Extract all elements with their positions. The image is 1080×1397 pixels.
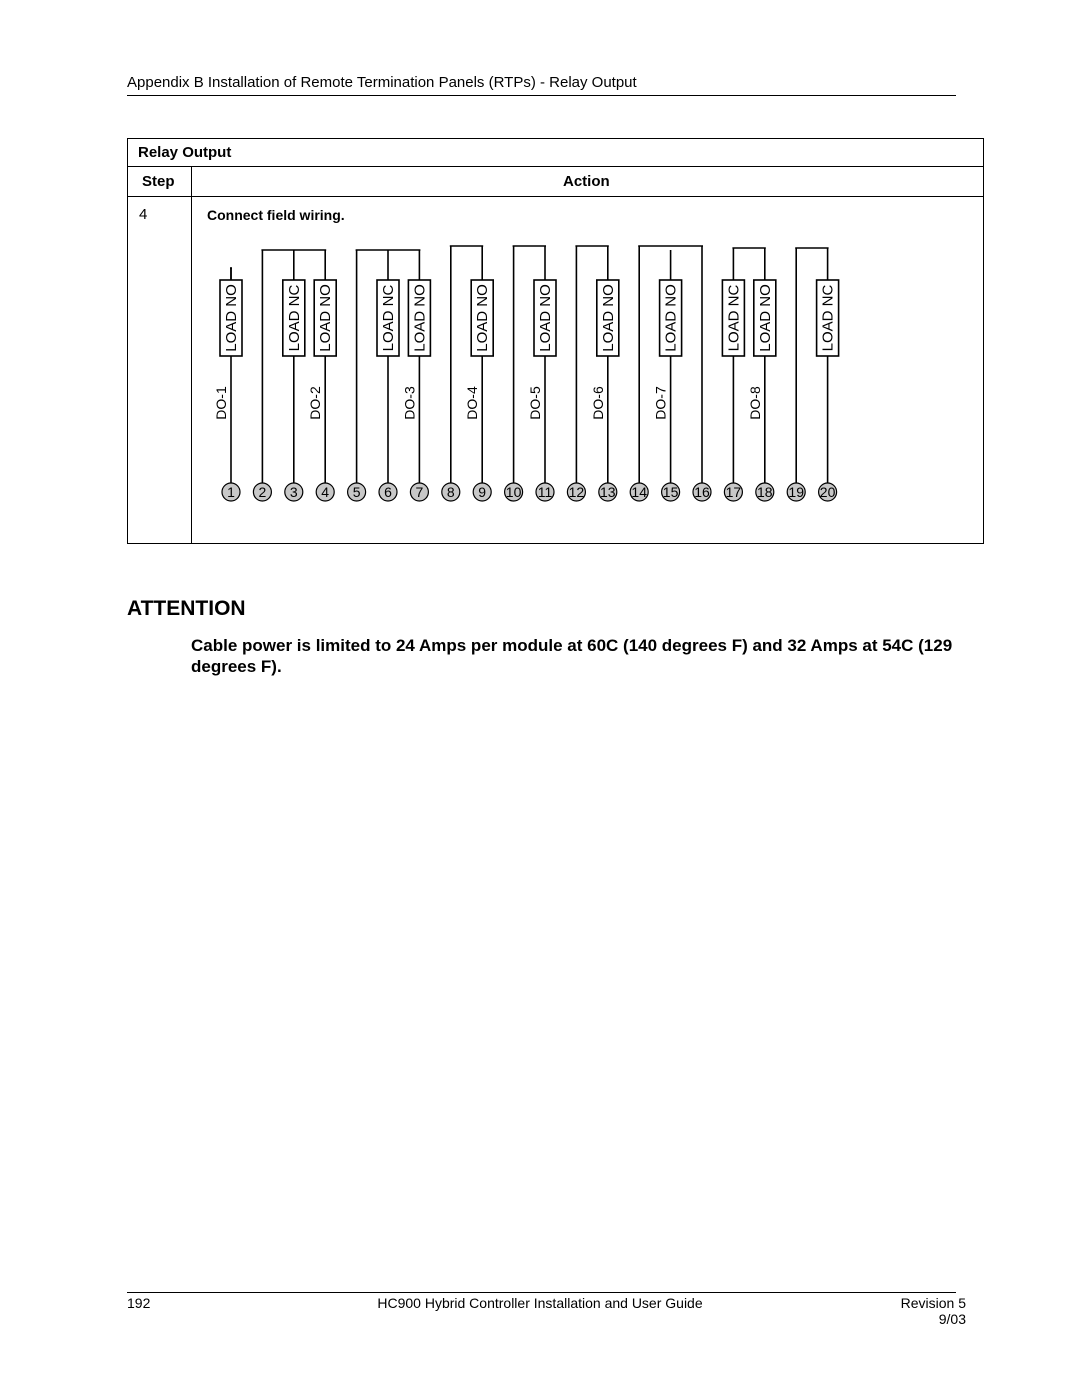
output-label: DO-1 (213, 386, 229, 420)
terminal-number: 1 (227, 484, 235, 500)
step-number: 4 (139, 206, 148, 223)
load-label: LOAD NC (285, 284, 303, 352)
table-header-row (128, 167, 983, 197)
terminal-number: 3 (289, 484, 298, 500)
load-label: LOAD NO (474, 284, 492, 352)
terminal-number: 17 (725, 484, 742, 500)
terminal-number: 20 (819, 484, 836, 500)
load-label: LOAD NO (411, 284, 429, 352)
terminal-number: 4 (321, 484, 330, 500)
terminal-number: 6 (384, 484, 392, 500)
output-label: DO-5 (527, 386, 543, 420)
load-label: LOAD NO (223, 284, 240, 352)
revision-date: 9/03 (938, 1311, 966, 1327)
load-label: LOAD NC (819, 284, 837, 352)
wiring-diagram (190, 238, 870, 510)
revision: Revision 5 (900, 1295, 966, 1311)
terminal-number: 9 (478, 484, 487, 500)
document-title: HC900 Hybrid Controller Installation and User Guide (377, 1295, 703, 1311)
load-label: LOAD NO (756, 284, 774, 352)
terminal-number: 10 (505, 484, 522, 500)
output-label: DO-7 (652, 386, 669, 420)
load-label: LOAD NO (599, 284, 617, 352)
output-label: DO-2 (307, 386, 324, 420)
step-action: Connect field wiring. (207, 207, 345, 223)
terminal-number: 2 (258, 484, 267, 500)
header-rule (127, 95, 956, 96)
terminal-number: 12 (568, 484, 585, 500)
step-column-header: Step (142, 173, 175, 190)
action-column-header: Action (563, 173, 610, 190)
terminal-number: 14 (631, 484, 647, 500)
load-label: LOAD NO (317, 284, 335, 352)
terminal-number: 18 (757, 484, 773, 500)
output-label: DO-3 (401, 386, 418, 420)
terminal-number: 8 (446, 484, 455, 500)
terminal-number: 15 (662, 484, 679, 500)
terminal-number: 16 (694, 484, 710, 500)
table-title-row (128, 139, 983, 167)
terminal-number: 19 (788, 484, 804, 500)
terminal-number: 11 (537, 484, 553, 500)
attention-text: Cable power is limited to 24 Amps per module at 60C (140 degrees F) and 32 Amps at 54C (129 degrees F). (191, 636, 953, 676)
output-label: DO-6 (589, 386, 606, 420)
load-label: LOAD NO (662, 284, 680, 352)
output-label: DO-8 (746, 386, 763, 420)
attention-heading: ATTENTION (127, 597, 246, 620)
load-label: LOAD NC (725, 284, 743, 352)
output-label: DO-4 (464, 386, 481, 420)
load-label: LOAD NO (537, 284, 554, 352)
table-title: Relay Output (138, 144, 232, 161)
terminal-number: 7 (415, 484, 424, 500)
terminal-number: 13 (600, 484, 616, 500)
footer-rule (127, 1292, 956, 1293)
page-header: Appendix B Installation of Remote Termination Panels (RTPs) - Relay Output (127, 74, 637, 91)
terminal-number: 5 (352, 484, 361, 500)
page-number: 192 (127, 1295, 151, 1311)
load-label: LOAD NC (380, 284, 397, 352)
